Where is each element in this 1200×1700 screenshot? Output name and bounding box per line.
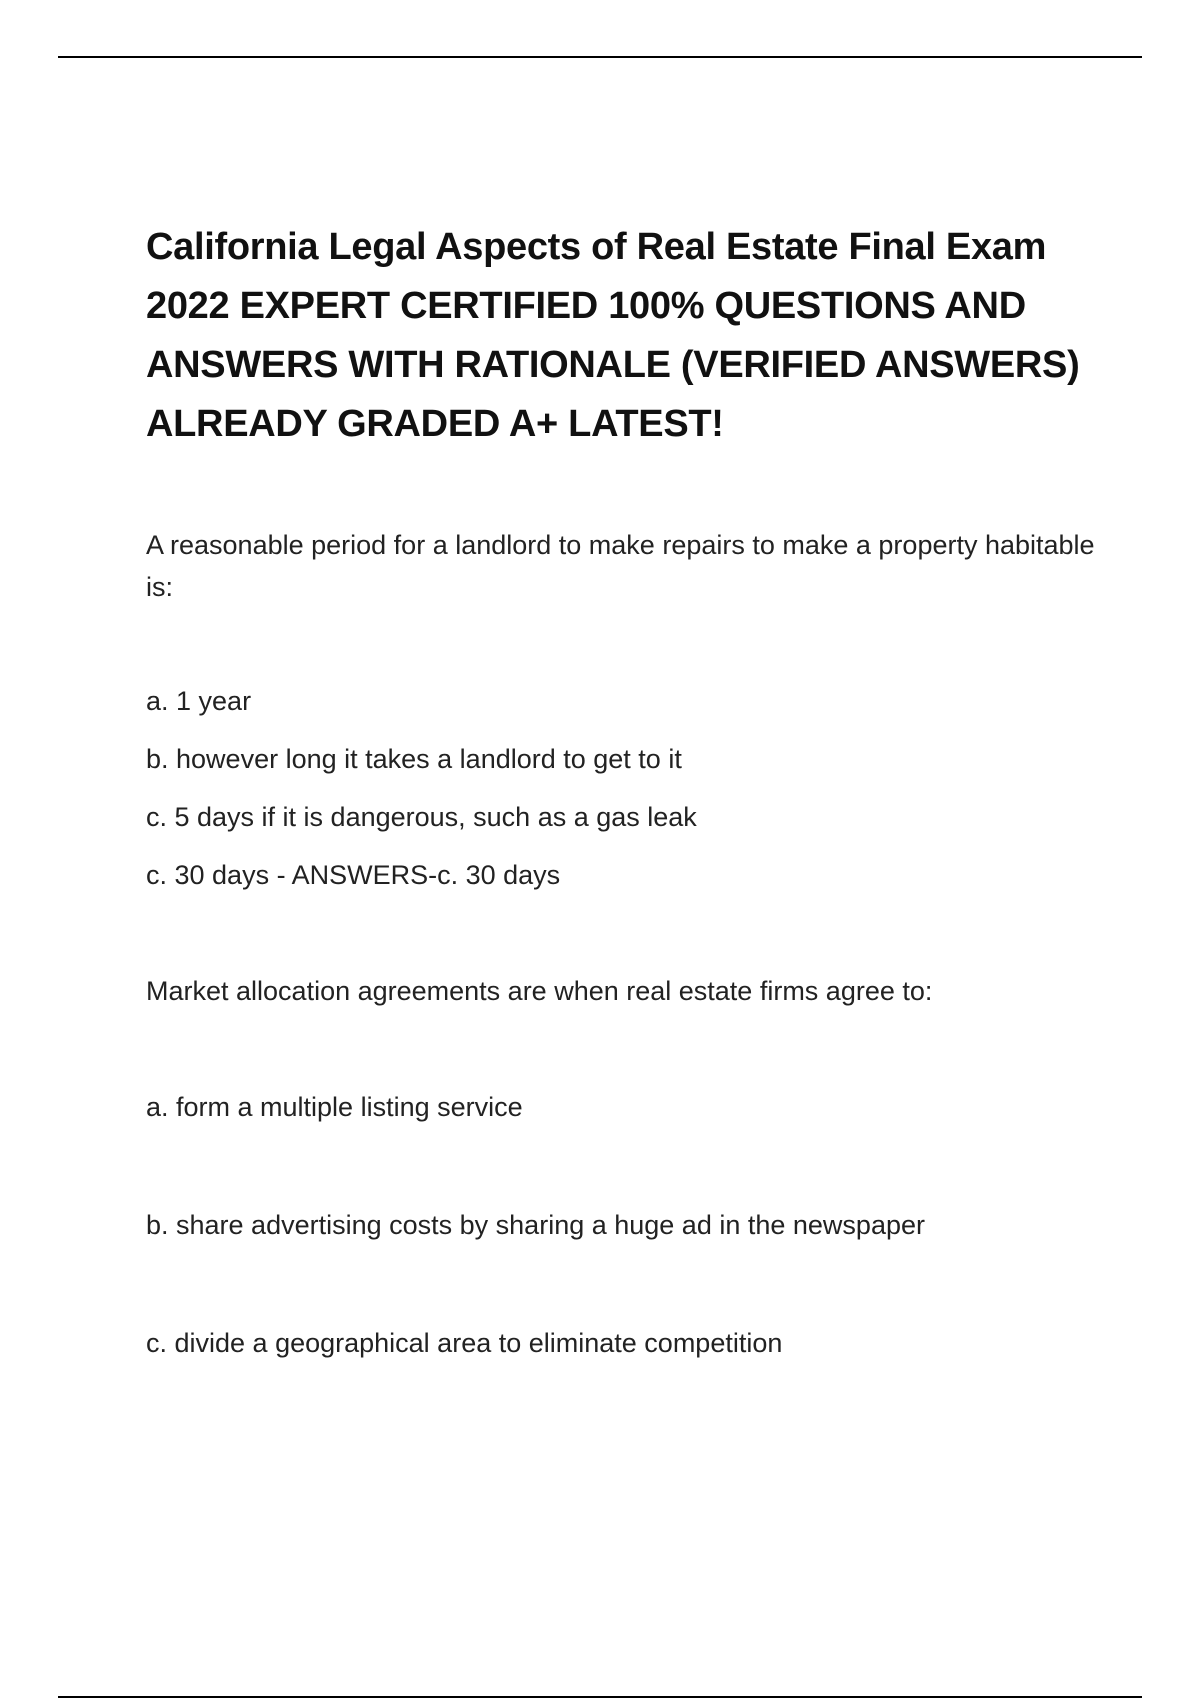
question-1-option-a: a. 1 year <box>146 686 252 716</box>
top-divider <box>58 56 1142 58</box>
question-1-option-c: c. 5 days if it is dangerous, such as a gas leak <box>146 802 697 832</box>
question-2-text: Market allocation agreements are when real estate firms agree to: <box>146 976 933 1006</box>
question-1-text: A reasonable period for a landlord to make repairs to make a property habitable is: <box>146 530 1095 602</box>
question-1-options <box>146 680 1096 896</box>
question-1-option-b: b. however long it takes a landlord to get to it <box>146 744 682 774</box>
question-2-options <box>146 1086 1096 1364</box>
question-2-option-b: b. share advertising costs by sharing a huge ad in the newspaper <box>146 1210 925 1240</box>
question-2-option-c: c. divide a geographical area to eliminate competition <box>146 1328 783 1358</box>
question-2-option-a: a. form a multiple listing service <box>146 1092 523 1122</box>
document-title: California Legal Aspects of Real Estate Final Exam 2022 EXPERT CERTIFIED 100% QUESTIONS AND ANSWERS WITH RATIONALE (VERIFIED ANSWERS) ALREADY GRADED A+ LATEST! <box>146 226 1080 445</box>
bottom-divider <box>58 1696 1142 1698</box>
document-body <box>146 218 1096 1364</box>
question-1-option-answer: c. 30 days - ANSWERS-c. 30 days <box>146 860 561 890</box>
